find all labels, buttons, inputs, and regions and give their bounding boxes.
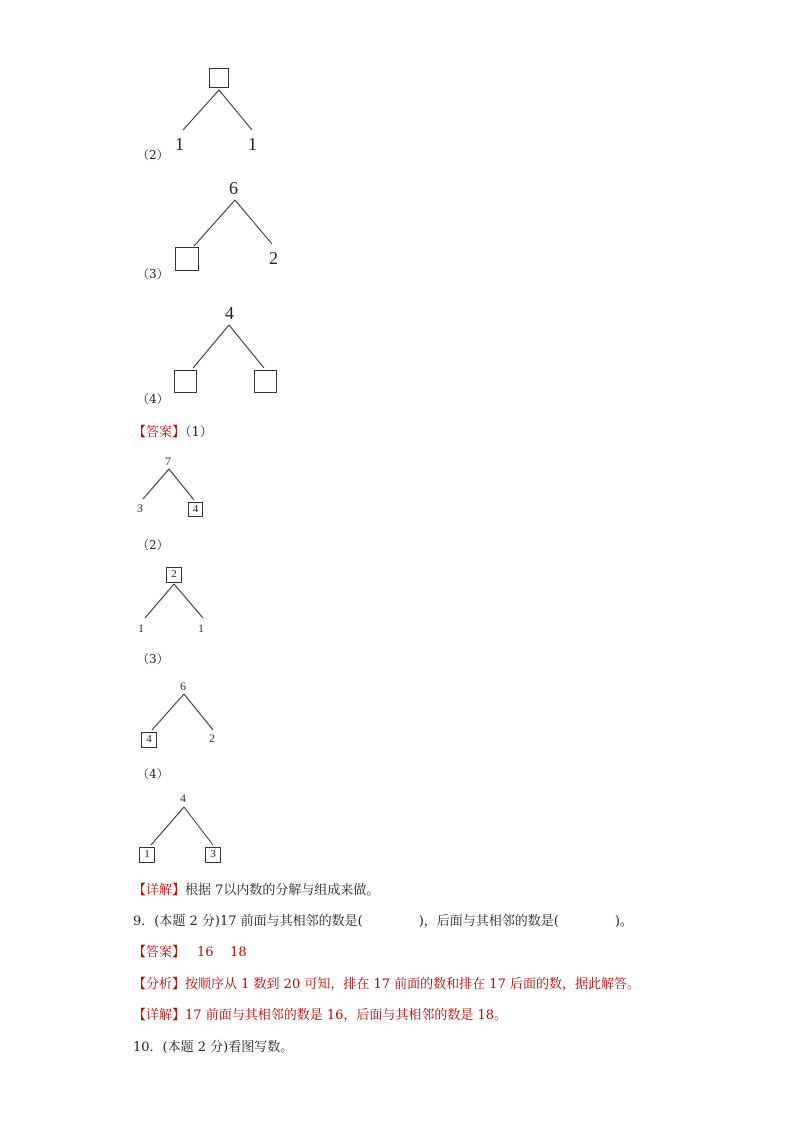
item-label: （2） <box>137 148 169 162</box>
answer-box: 2 <box>166 567 182 583</box>
top-number: 6 <box>229 178 238 198</box>
right-number: 2 <box>269 248 278 268</box>
item-label: （3） <box>137 267 169 281</box>
q9-analysis-line <box>133 973 640 992</box>
item-label: （4） <box>137 392 169 406</box>
item-label: （4） <box>137 767 169 781</box>
detail-text: 17 前面与其相邻的数是 16，后面与其相邻的数是 18。 <box>185 1008 508 1023</box>
left-number: 3 <box>137 501 143 515</box>
right-number: 1 <box>198 621 204 635</box>
left-number: 1 <box>175 134 184 154</box>
top-number: 6 <box>180 679 186 693</box>
top-number: 7 <box>165 454 171 468</box>
detail-line-8 <box>133 879 379 898</box>
right-number: 2 <box>209 731 215 745</box>
top-number: 4 <box>225 303 234 323</box>
left-number: 1 <box>138 621 144 635</box>
answer-box-right: 3 <box>205 847 221 863</box>
right-number: 1 <box>248 134 257 154</box>
answer-tag: 【答案】 <box>133 945 186 960</box>
question-10: 10．(本题 2 分)看图写数。 <box>133 1040 294 1055</box>
q9-detail-line <box>133 1004 507 1023</box>
analysis-text: 按顺序从 1 数到 20 可知，排在 17 前面的数和排在 17 后面的数，据此解答。 <box>185 977 640 992</box>
detail-tag: 【详解】 <box>133 1008 186 1023</box>
answer-box-left: 1 <box>139 847 155 863</box>
q9-answer-line <box>133 941 247 960</box>
q9-suffix: )。 <box>614 914 633 929</box>
top-number: 4 <box>180 791 186 805</box>
detail-text: 根据 7以内数的分解与组成来做。 <box>185 883 380 898</box>
answer-values: 16 18 <box>197 945 247 960</box>
answer-box: 4 <box>141 732 157 748</box>
q9-middle: )，后面与其相邻的数是( <box>418 914 559 929</box>
q9-prefix: 9．(本题 2 分)17 前面与其相邻的数是( <box>133 914 363 929</box>
question-9 <box>133 910 633 929</box>
answer-tag: 【答案】 <box>133 425 186 440</box>
item-label: （3） <box>137 652 169 666</box>
item-label: （2） <box>137 538 169 552</box>
answer-box: 4 <box>188 502 203 517</box>
answer-first-label: （1） <box>185 425 213 440</box>
analysis-tag: 【分析】 <box>133 977 186 992</box>
detail-tag: 【详解】 <box>133 883 186 898</box>
